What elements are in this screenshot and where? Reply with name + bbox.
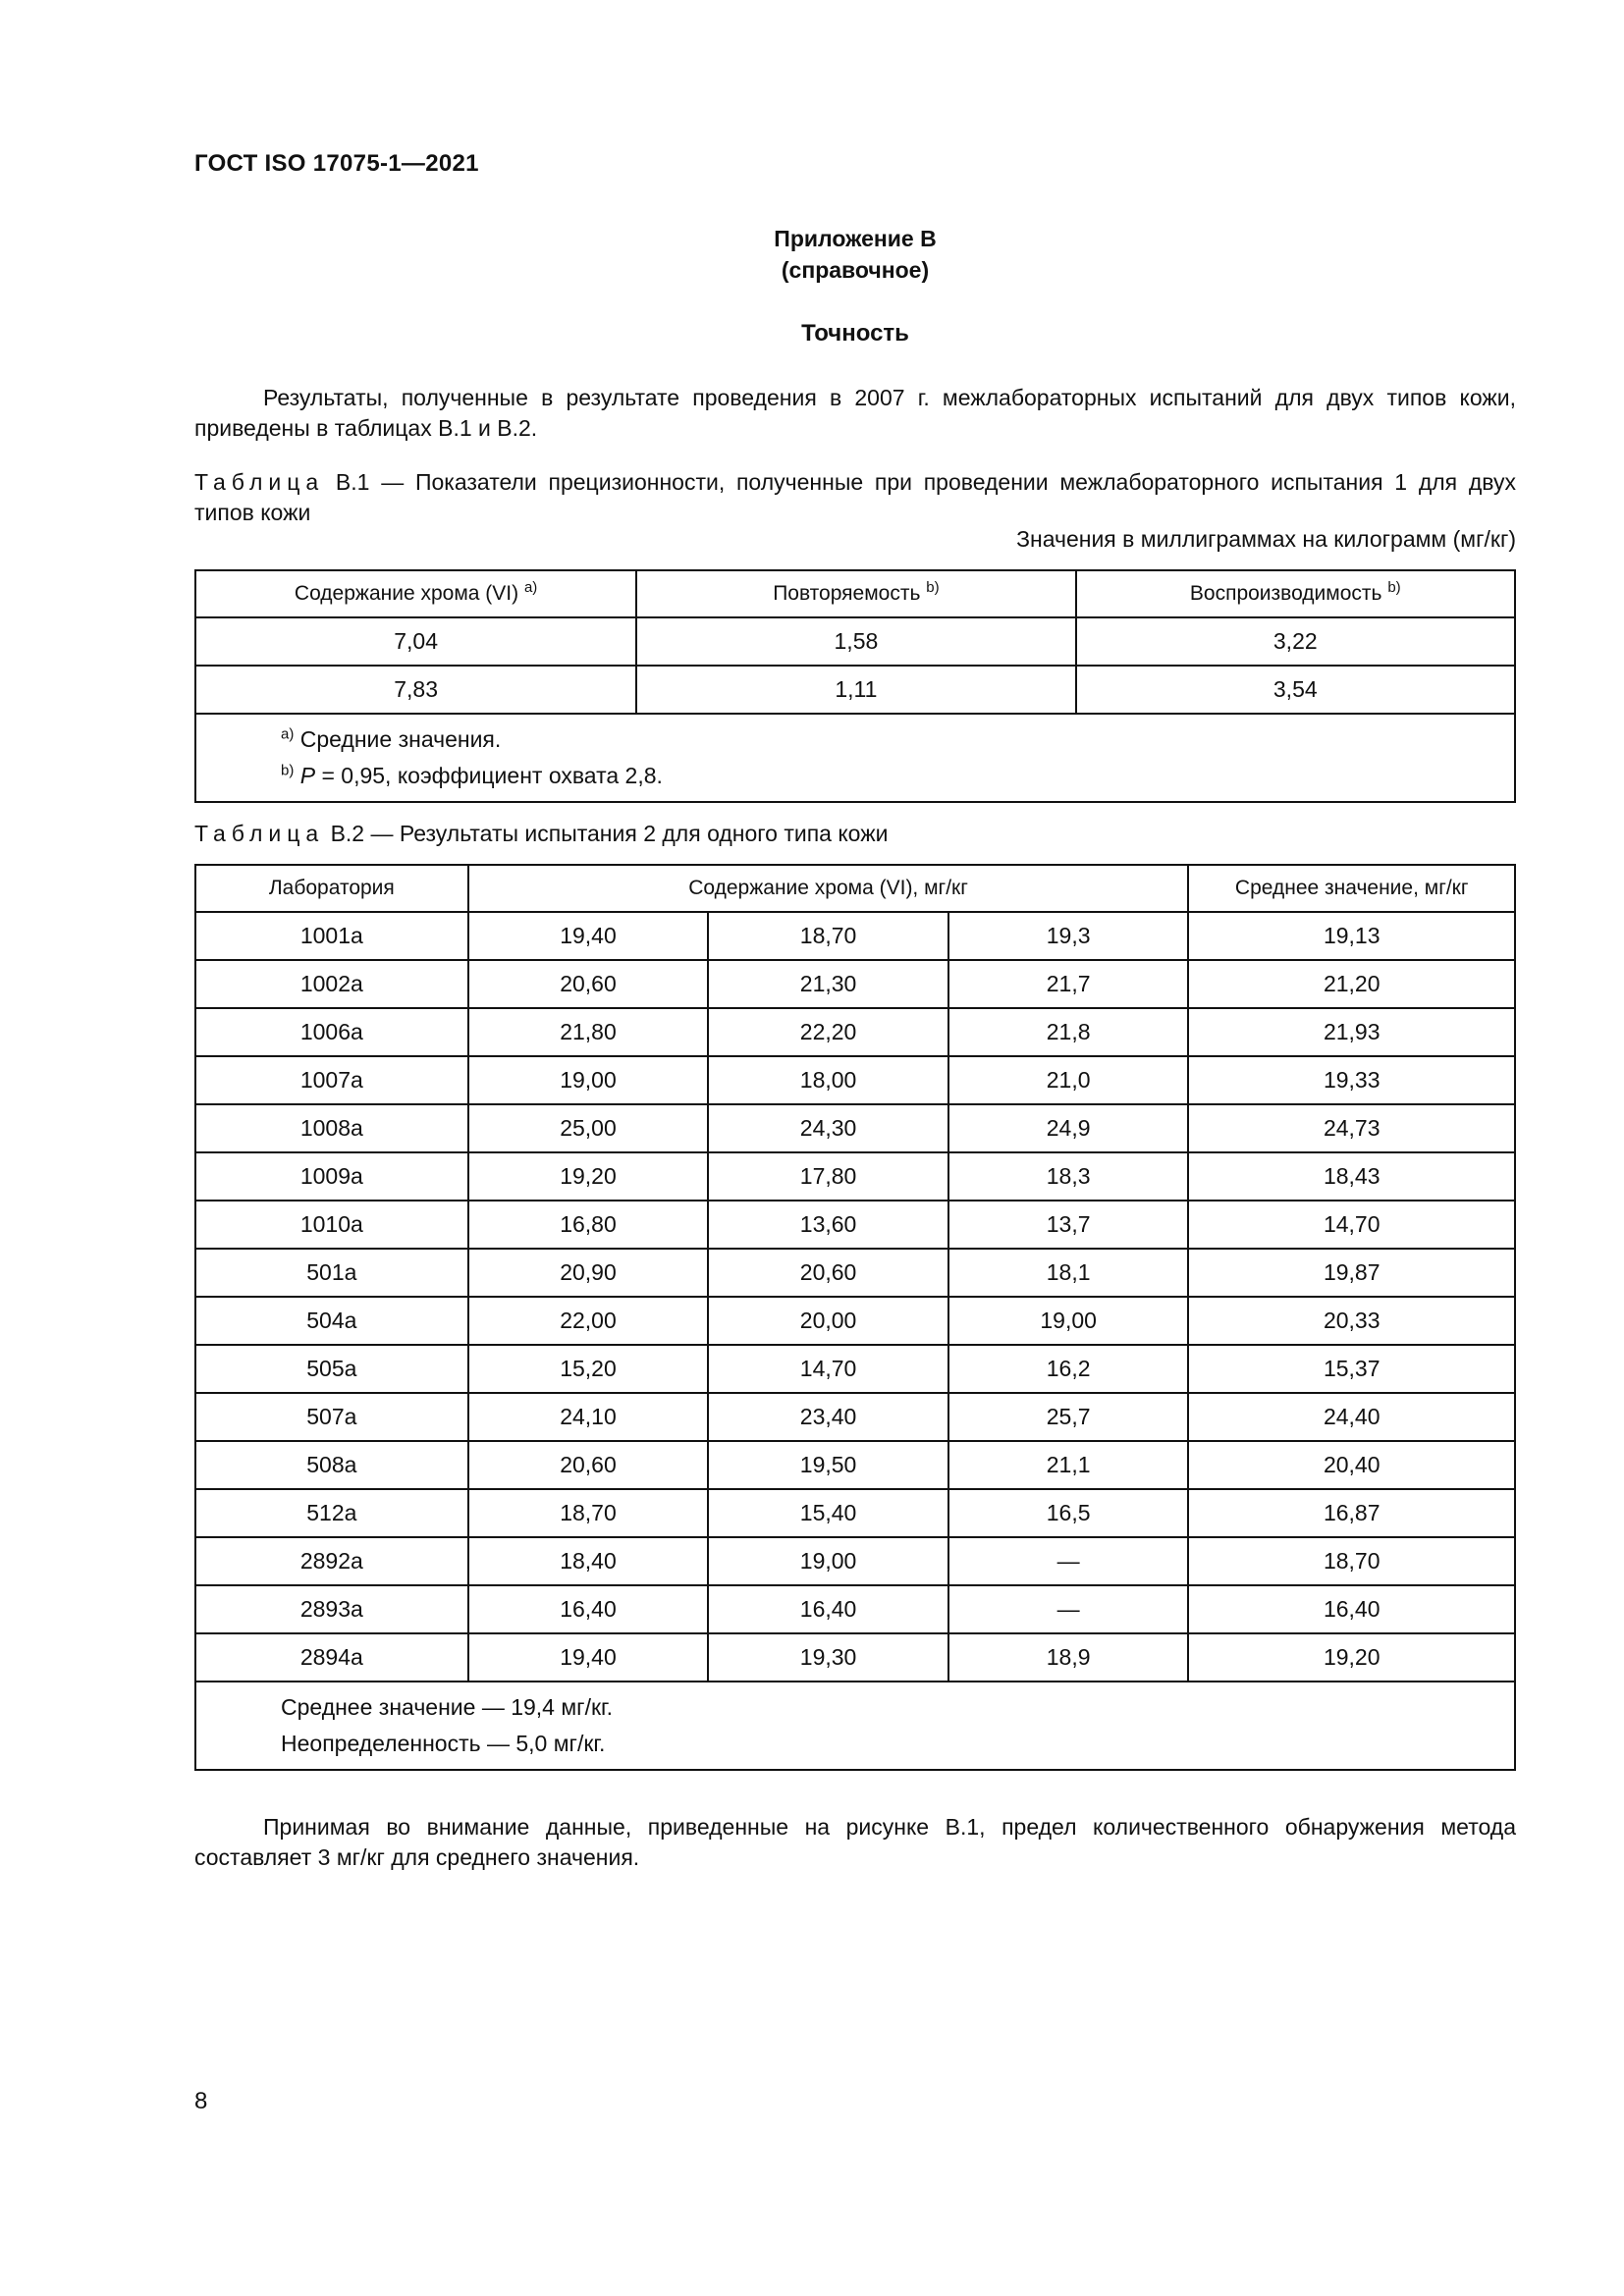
value-cell: 19,3 (948, 912, 1189, 960)
section-title: Точность (801, 320, 909, 347)
column-header-laboratory: Лаборатория (195, 865, 468, 912)
mean-cell: 19,33 (1188, 1056, 1515, 1104)
table-notes-row (195, 1682, 1515, 1770)
table-row (195, 1585, 1515, 1633)
mean-cell: 19,13 (1188, 912, 1515, 960)
table-row (195, 1249, 1515, 1297)
table-cell: 3,54 (1076, 666, 1515, 714)
table-row (195, 1297, 1515, 1345)
mean-cell: 16,87 (1188, 1489, 1515, 1537)
value-cell: 20,60 (468, 960, 709, 1008)
mean-cell: 20,33 (1188, 1297, 1515, 1345)
value-cell: 18,3 (948, 1152, 1189, 1201)
footnote-a: $^{a)}$ Средние значения. (281, 725, 502, 752)
lab-id-cell: 505a (195, 1345, 468, 1393)
value-cell: 19,30 (708, 1633, 948, 1682)
precision-table (194, 569, 1516, 803)
lab-id-cell: 508a (195, 1441, 468, 1489)
table-cell: 1,58 (636, 617, 1075, 666)
value-cell: 18,1 (948, 1249, 1189, 1297)
value-cell: 18,70 (708, 912, 948, 960)
value-cell: — (948, 1585, 1189, 1633)
value-cell: 21,30 (708, 960, 948, 1008)
value-cell: 19,00 (948, 1297, 1189, 1345)
value-cell: 16,2 (948, 1345, 1189, 1393)
table-row (195, 1537, 1515, 1585)
table1-units-note: Значения в миллиграммах на килограмм (мг/кг) (1016, 526, 1516, 552)
value-cell: 20,00 (708, 1297, 948, 1345)
value-cell: 24,10 (468, 1393, 709, 1441)
table-row (195, 1393, 1515, 1441)
lab-id-cell: 2893a (195, 1585, 468, 1633)
table-cell: 7,83 (195, 666, 636, 714)
value-cell: 19,40 (468, 912, 709, 960)
mean-cell: 24,73 (1188, 1104, 1515, 1152)
table2-caption (194, 819, 1516, 849)
mean-cell: 16,40 (1188, 1585, 1515, 1633)
table-row (195, 1008, 1515, 1056)
mean-cell: 20,40 (1188, 1441, 1515, 1489)
lab-id-cell: 1007a (195, 1056, 468, 1104)
mean-cell: 15,37 (1188, 1345, 1515, 1393)
value-cell: 25,7 (948, 1393, 1189, 1441)
table-row (195, 912, 1515, 960)
value-cell: 19,00 (468, 1056, 709, 1104)
mean-cell: 24,40 (1188, 1393, 1515, 1441)
value-cell: 19,00 (708, 1537, 948, 1585)
annex-subtitle: (справочное) (781, 257, 930, 283)
value-cell: 21,0 (948, 1056, 1189, 1104)
lab-id-cell: 512a (195, 1489, 468, 1537)
value-cell: 14,70 (708, 1345, 948, 1393)
mean-cell: 21,20 (1188, 960, 1515, 1008)
value-cell: — (948, 1537, 1189, 1585)
table-cell: 7,04 (195, 617, 636, 666)
note-uncertainty: Неопределенность — 5,0 мг/кг. (281, 1731, 606, 1756)
value-cell: 19,20 (468, 1152, 709, 1201)
mean-cell: 21,93 (1188, 1008, 1515, 1056)
table-row (195, 1633, 1515, 1682)
lab-id-cell: 1010a (195, 1201, 468, 1249)
table-header-row (195, 570, 1515, 617)
value-cell: 19,40 (468, 1633, 709, 1682)
value-cell: 17,80 (708, 1152, 948, 1201)
page-number: 8 (194, 2088, 208, 2114)
mean-cell: 18,70 (1188, 1537, 1515, 1585)
table-row (195, 1056, 1515, 1104)
annex-title: Приложение В (774, 226, 937, 251)
table-row (195, 960, 1515, 1008)
value-cell: 19,50 (708, 1441, 948, 1489)
lab-id-cell: 1006a (195, 1008, 468, 1056)
value-cell: 24,9 (948, 1104, 1189, 1152)
table1-caption-text: В.1 — Показатели прецизионности, полученные при проведении межлабораторного испытания 1 для двух типов кожи (194, 469, 1516, 525)
table-footnotes (195, 714, 1515, 802)
value-cell: 18,70 (468, 1489, 709, 1537)
results-table (194, 864, 1516, 1771)
value-cell: 20,60 (708, 1249, 948, 1297)
value-cell: 21,7 (948, 960, 1189, 1008)
intro-paragraph: Результаты, полученные в результате проведения в 2007 г. межлабораторных испытаний для двух типов кожи, приведены в таблицах В.1 и В.2. (194, 385, 1516, 441)
table-row (195, 1441, 1515, 1489)
value-cell: 13,7 (948, 1201, 1189, 1249)
mean-cell: 19,87 (1188, 1249, 1515, 1297)
column-header-chromium-content: Содержание хрома (VI), мг/кг (468, 865, 1189, 912)
lab-id-cell: 1002a (195, 960, 468, 1008)
column-header-chromium: Содержание хрома (VI) $^{a)}$ (195, 570, 636, 617)
value-cell: 13,60 (708, 1201, 948, 1249)
value-cell: 23,40 (708, 1393, 948, 1441)
table-footnotes-row (195, 714, 1515, 802)
table-cell: 3,22 (1076, 617, 1515, 666)
column-header-reproducibility: Воспроизводимость $^{b)}$ (1076, 570, 1515, 617)
value-cell: 22,00 (468, 1297, 709, 1345)
value-cell: 20,90 (468, 1249, 709, 1297)
value-cell: 21,1 (948, 1441, 1189, 1489)
closing-paragraph: Принимая во внимание данные, приведенные на рисунке В.1, предел количественного обнаружения метода составляет 3 мг/кг для среднего значения. (194, 1814, 1516, 1870)
table1-caption (194, 467, 1516, 528)
value-cell: 25,00 (468, 1104, 709, 1152)
table-row (195, 1345, 1515, 1393)
mean-cell: 14,70 (1188, 1201, 1515, 1249)
column-header-mean: Среднее значение, мг/кг (1188, 865, 1515, 912)
value-cell: 22,20 (708, 1008, 948, 1056)
standard-code: ГОСТ ISO 17075-1—2021 (194, 150, 479, 177)
value-cell: 24,30 (708, 1104, 948, 1152)
value-cell: 15,40 (708, 1489, 948, 1537)
value-cell: 16,40 (708, 1585, 948, 1633)
note-mean: Среднее значение — 19,4 мг/кг. (281, 1694, 613, 1720)
lab-id-cell: 2894a (195, 1633, 468, 1682)
lab-id-cell: 507a (195, 1393, 468, 1441)
lab-id-cell: 1009a (195, 1152, 468, 1201)
value-cell: 18,40 (468, 1537, 709, 1585)
value-cell: 21,80 (468, 1008, 709, 1056)
footnote-b: $^{b)}$ P = 0,95, коэффициент охвата 2,8. (281, 762, 663, 788)
value-cell: 16,5 (948, 1489, 1189, 1537)
column-header-repeatability: Повторяемость $^{b)}$ (636, 570, 1075, 617)
value-cell: 21,8 (948, 1008, 1189, 1056)
lab-id-cell: 504a (195, 1297, 468, 1345)
table-header-row (195, 865, 1515, 912)
value-cell: 16,80 (468, 1201, 709, 1249)
value-cell: 18,9 (948, 1633, 1189, 1682)
table-row (195, 617, 1515, 666)
table2-caption-label: Таблица (194, 821, 325, 846)
mean-cell: 18,43 (1188, 1152, 1515, 1201)
lab-id-cell: 1001a (195, 912, 468, 960)
table-notes (195, 1682, 1515, 1770)
table1-caption-label: Таблица (194, 469, 325, 495)
value-cell: 16,40 (468, 1585, 709, 1633)
table-row (195, 1489, 1515, 1537)
value-cell: 20,60 (468, 1441, 709, 1489)
table2-caption-text: В.2 — Результаты испытания 2 для одного типа кожи (324, 821, 889, 846)
table-row (195, 1201, 1515, 1249)
lab-id-cell: 501a (195, 1249, 468, 1297)
value-cell: 15,20 (468, 1345, 709, 1393)
lab-id-cell: 2892a (195, 1537, 468, 1585)
table-row (195, 1104, 1515, 1152)
table-row (195, 666, 1515, 714)
table-cell: 1,11 (636, 666, 1075, 714)
mean-cell: 19,20 (1188, 1633, 1515, 1682)
table-row (195, 1152, 1515, 1201)
lab-id-cell: 1008a (195, 1104, 468, 1152)
value-cell: 18,00 (708, 1056, 948, 1104)
